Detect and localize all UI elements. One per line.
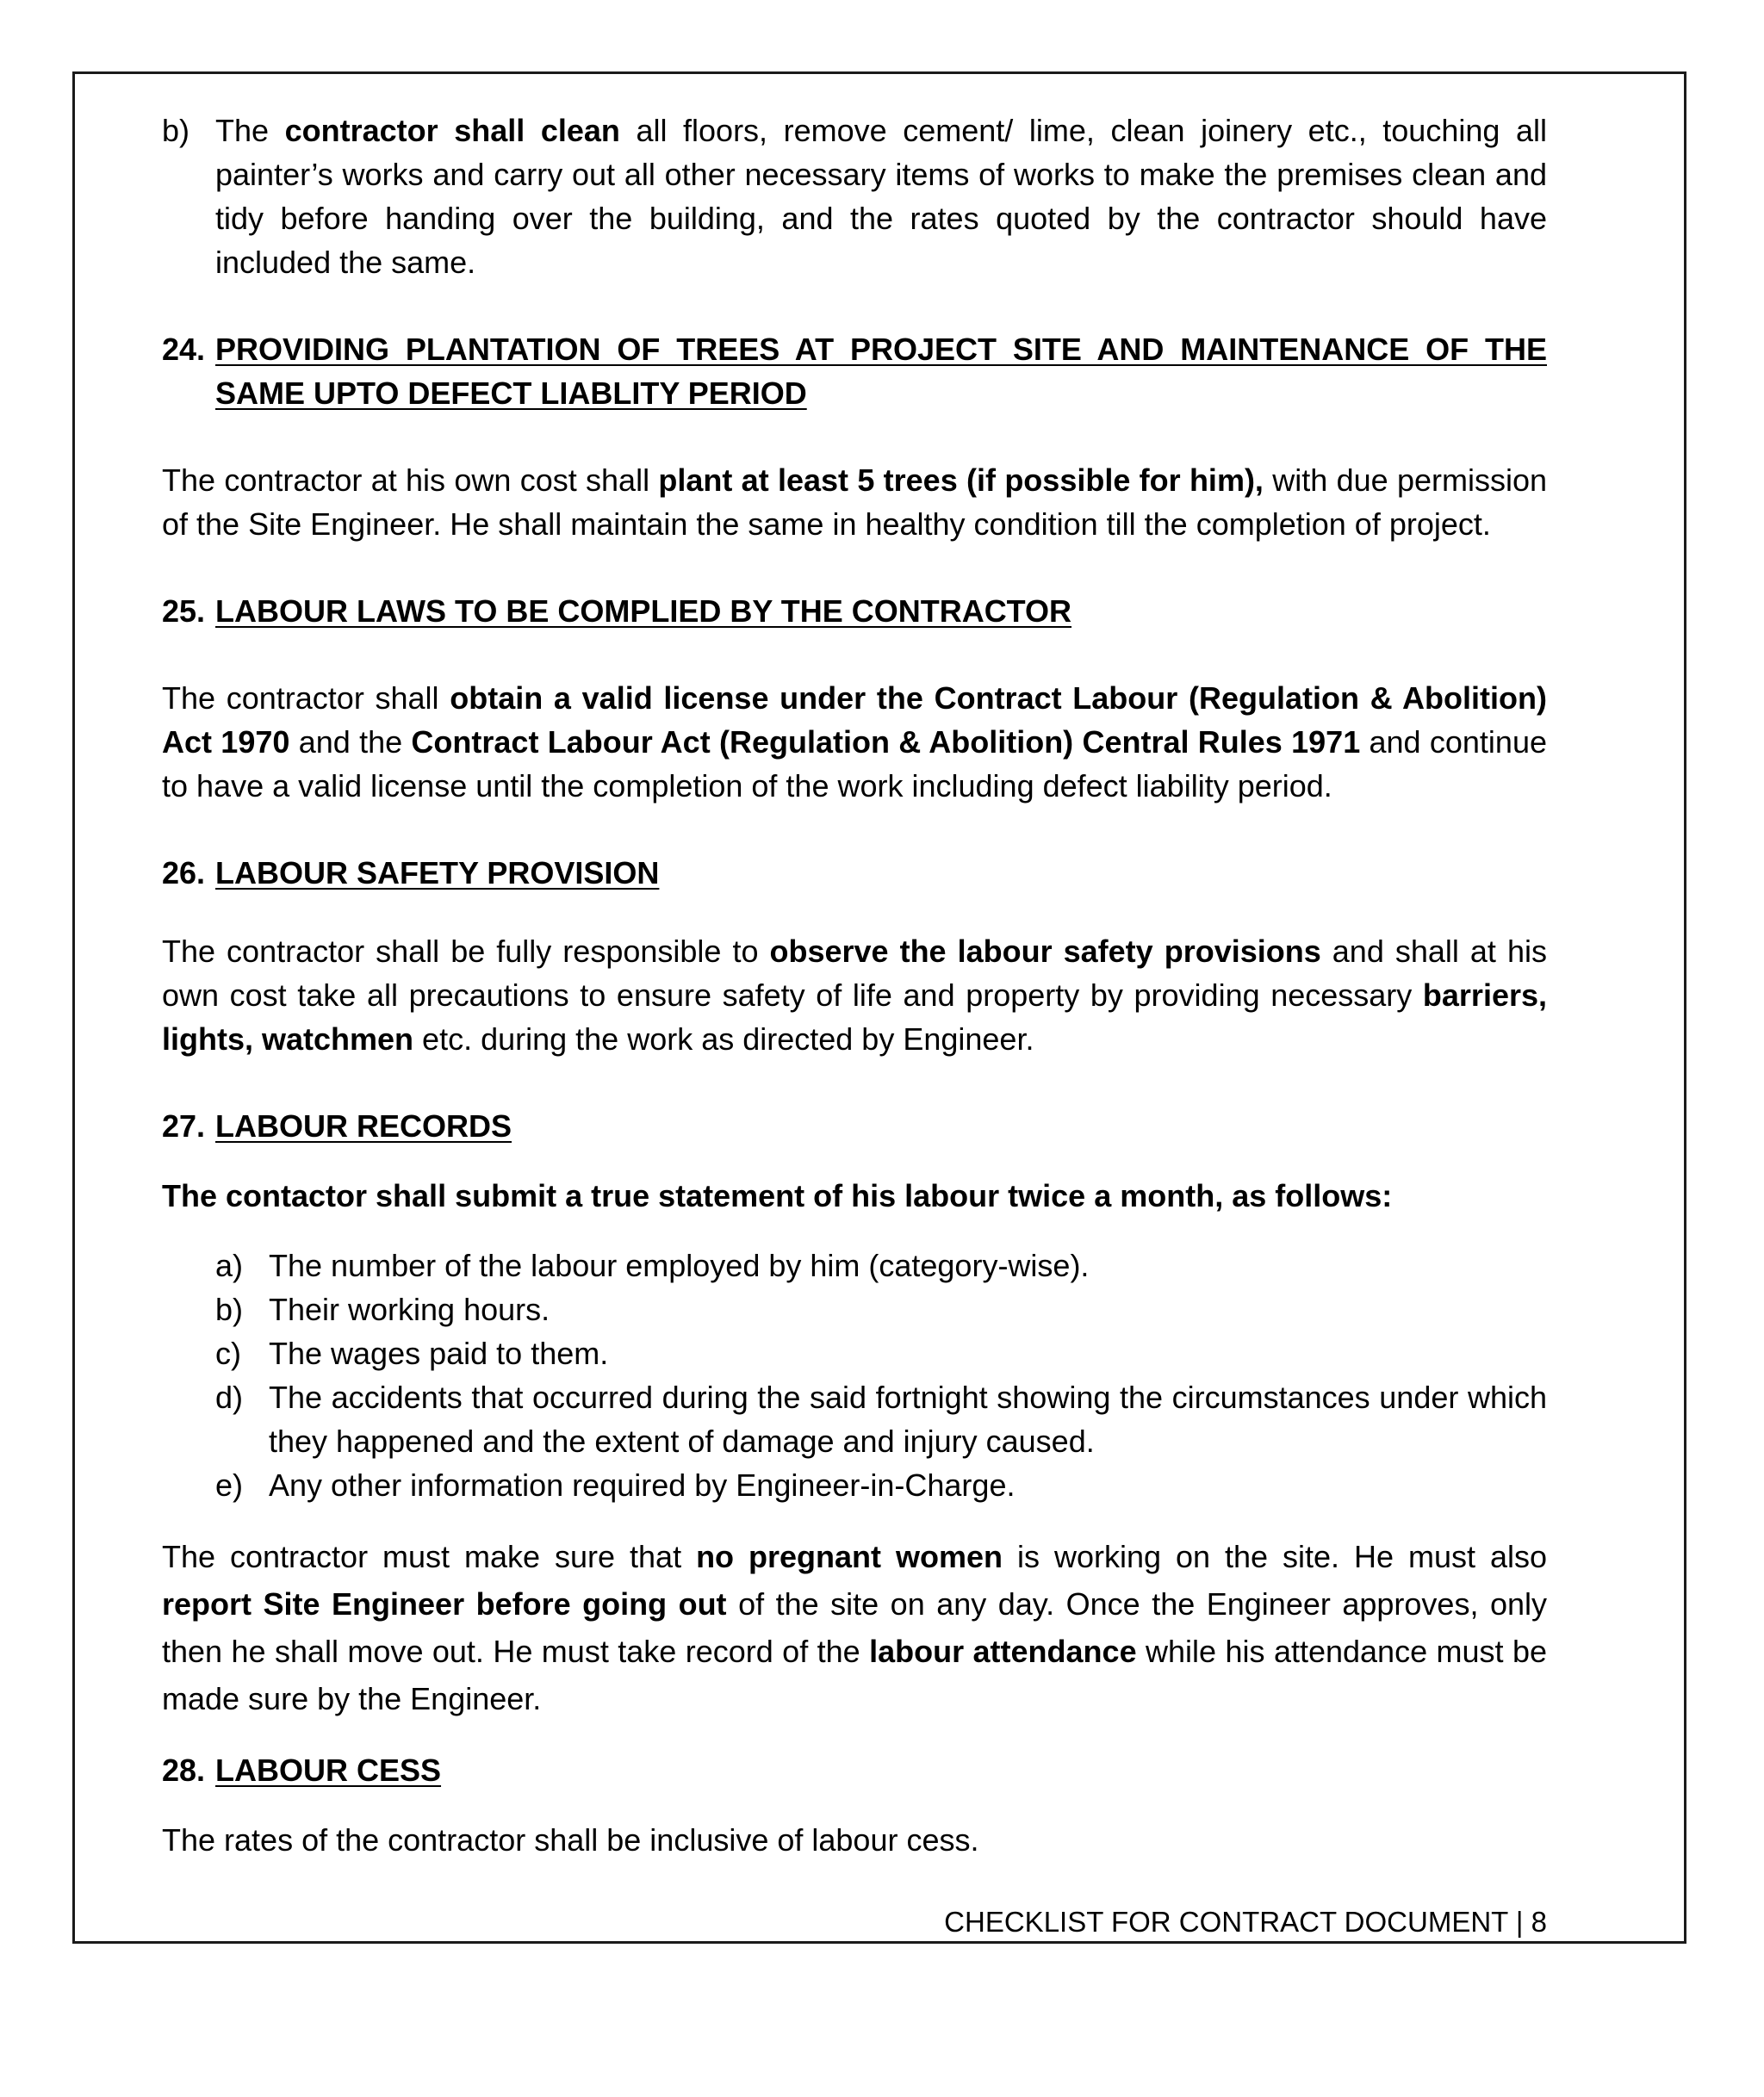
text-run: all floors, remove cement/ lime, clean joinery etc., touching all painter’s works and carry out all other necessary items of works to make the premises clean and tidy before handing over the building, and the rates quoted by the contractor should have included the same.	[215, 113, 1547, 280]
list-item-label: b)	[215, 1292, 244, 1327]
bold-run: obtain a valid license under the Contract Labour (Regulation & Abolition) Act 1970	[162, 680, 1547, 760]
section-24-heading	[162, 327, 1547, 415]
text-run: The	[215, 113, 285, 148]
bold-run: labour attendance	[869, 1634, 1137, 1669]
list-item	[215, 1331, 1547, 1375]
section-number: 25.	[162, 593, 206, 629]
item-b-paragraph	[162, 109, 1547, 284]
bold-run: The contactor shall submit a true statement of his labour twice a month, as follows:	[162, 1178, 1393, 1213]
bold-run: report Site Engineer before going out	[162, 1586, 727, 1622]
list-item	[215, 1375, 1547, 1463]
list-item-label: a)	[215, 1248, 244, 1283]
section-title: LABOUR RECORDS	[215, 1108, 512, 1144]
list-item-text: Their working hours.	[269, 1292, 550, 1327]
section-number: 24.	[162, 332, 206, 367]
text-run: and the	[289, 724, 412, 760]
section-27-intro	[162, 1174, 1547, 1218]
document-body	[162, 105, 1547, 1862]
section-number: 26.	[162, 855, 206, 890]
section-25-heading	[162, 589, 1547, 633]
section-24-paragraph	[162, 458, 1547, 546]
text-run: The contractor at his own cost shall	[162, 462, 659, 498]
text-run: The rates of the contractor shall be inclusive of labour cess.	[162, 1822, 979, 1858]
list-item-text: The accidents that occurred during the said fortnight showing the circumstances under which they happened and the extent of damage and injury caused.	[269, 1380, 1547, 1459]
section-title: PROVIDING PLANTATION OF TREES AT PROJECT SITE AND MAINTENANCE OF THE SAME UPTO DEFECT LIABLITY PERIOD	[215, 332, 1547, 411]
section-title: LABOUR LAWS TO BE COMPLIED BY THE CONTRACTOR	[215, 593, 1072, 629]
section-28-heading	[162, 1748, 1547, 1792]
page-footer: CHECKLIST FOR CONTRACT DOCUMENT | 8	[944, 1906, 1547, 1938]
text-run: etc. during the work as directed by Engineer.	[413, 1021, 1034, 1057]
list-item	[215, 1244, 1547, 1287]
text-run: The contractor must make sure that	[162, 1539, 697, 1574]
bold-run: barriers, lights, watchmen	[162, 977, 1547, 1057]
section-number: 27.	[162, 1108, 206, 1144]
item-b-label: b)	[162, 113, 190, 148]
section-27-heading	[162, 1104, 1547, 1148]
text-run: of the site on any day. Once the Engineer approves, only then he shall move out. He must take record of the	[162, 1586, 1547, 1669]
section-25-paragraph	[162, 676, 1547, 808]
section-title: LABOUR SAFETY PROVISION	[215, 855, 660, 890]
labour-records-list	[162, 1244, 1547, 1507]
text-run: The contractor shall be fully responsible to	[162, 934, 770, 969]
text-run: with due permission of the Site Engineer. He shall maintain the same in healthy condition till the completion of project.	[162, 462, 1548, 542]
section-27-paragraph	[162, 1533, 1547, 1722]
text-run: while his attendance must be made sure by the Engineer.	[162, 1634, 1548, 1716]
list-item-label: c)	[215, 1336, 241, 1371]
text-run: and continue to have a valid license until the completion of the work including defect liability period.	[162, 724, 1547, 803]
text-run: The contractor shall	[162, 680, 450, 716]
bold-run: observe the labour safety provisions	[769, 934, 1321, 969]
section-26-heading	[162, 851, 1547, 895]
bold-run: contractor shall clean	[284, 113, 620, 148]
section-28-paragraph	[162, 1818, 1547, 1862]
list-item-label: e)	[215, 1467, 244, 1503]
list-item-label: d)	[215, 1380, 244, 1415]
list-item-text: Any other information required by Engineer-in-Charge.	[269, 1467, 1016, 1503]
bold-run: Contract Labour Act (Regulation & Abolition) Central Rules 1971	[411, 724, 1361, 760]
text-run: is working on the site. He must also	[1003, 1539, 1548, 1574]
section-number: 28.	[162, 1753, 206, 1788]
section-title: LABOUR CESS	[215, 1753, 442, 1788]
list-item	[215, 1463, 1547, 1507]
bold-run: plant at least 5 trees (if possible for him),	[658, 462, 1264, 498]
bold-run: no pregnant women	[696, 1539, 1003, 1574]
list-item-text: The wages paid to them.	[269, 1336, 609, 1371]
list-item	[215, 1287, 1547, 1331]
section-26-paragraph	[162, 929, 1547, 1061]
list-item-text: The number of the labour employed by him (category-wise).	[269, 1248, 1090, 1283]
text-run: and shall at his own cost take all precautions to ensure safety of life and property by providing necessary	[162, 934, 1547, 1013]
